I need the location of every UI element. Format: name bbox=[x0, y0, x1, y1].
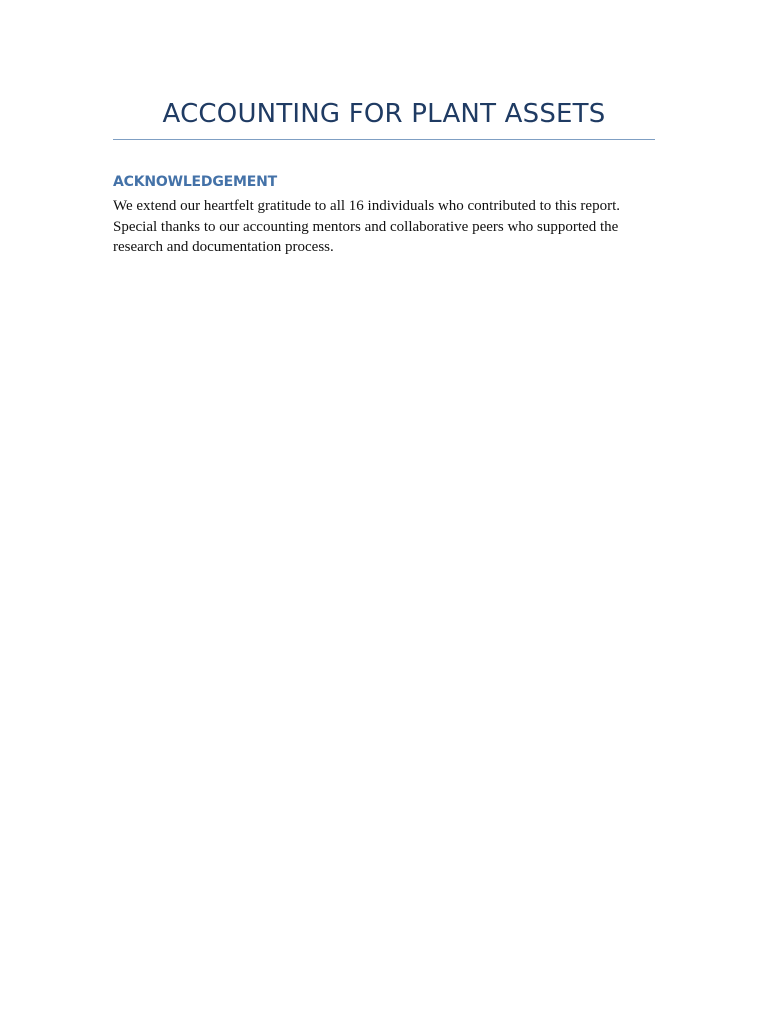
acknowledgement-paragraph bbox=[113, 196, 653, 258]
title-underline-rule bbox=[113, 139, 655, 140]
document-title: ACCOUNTING FOR PLANT ASSETS bbox=[162, 99, 606, 129]
paragraph-line: research and documentation process. bbox=[113, 239, 334, 256]
section-heading-acknowledgement: ACKNOWLEDGEMENT bbox=[113, 174, 277, 190]
paragraph-line: Special thanks to our accounting mentors and collaborative peers who supported the bbox=[113, 218, 619, 235]
paragraph-line: We extend our heartfelt gratitude to all 16 individuals who contributed to this report. bbox=[113, 198, 620, 214]
